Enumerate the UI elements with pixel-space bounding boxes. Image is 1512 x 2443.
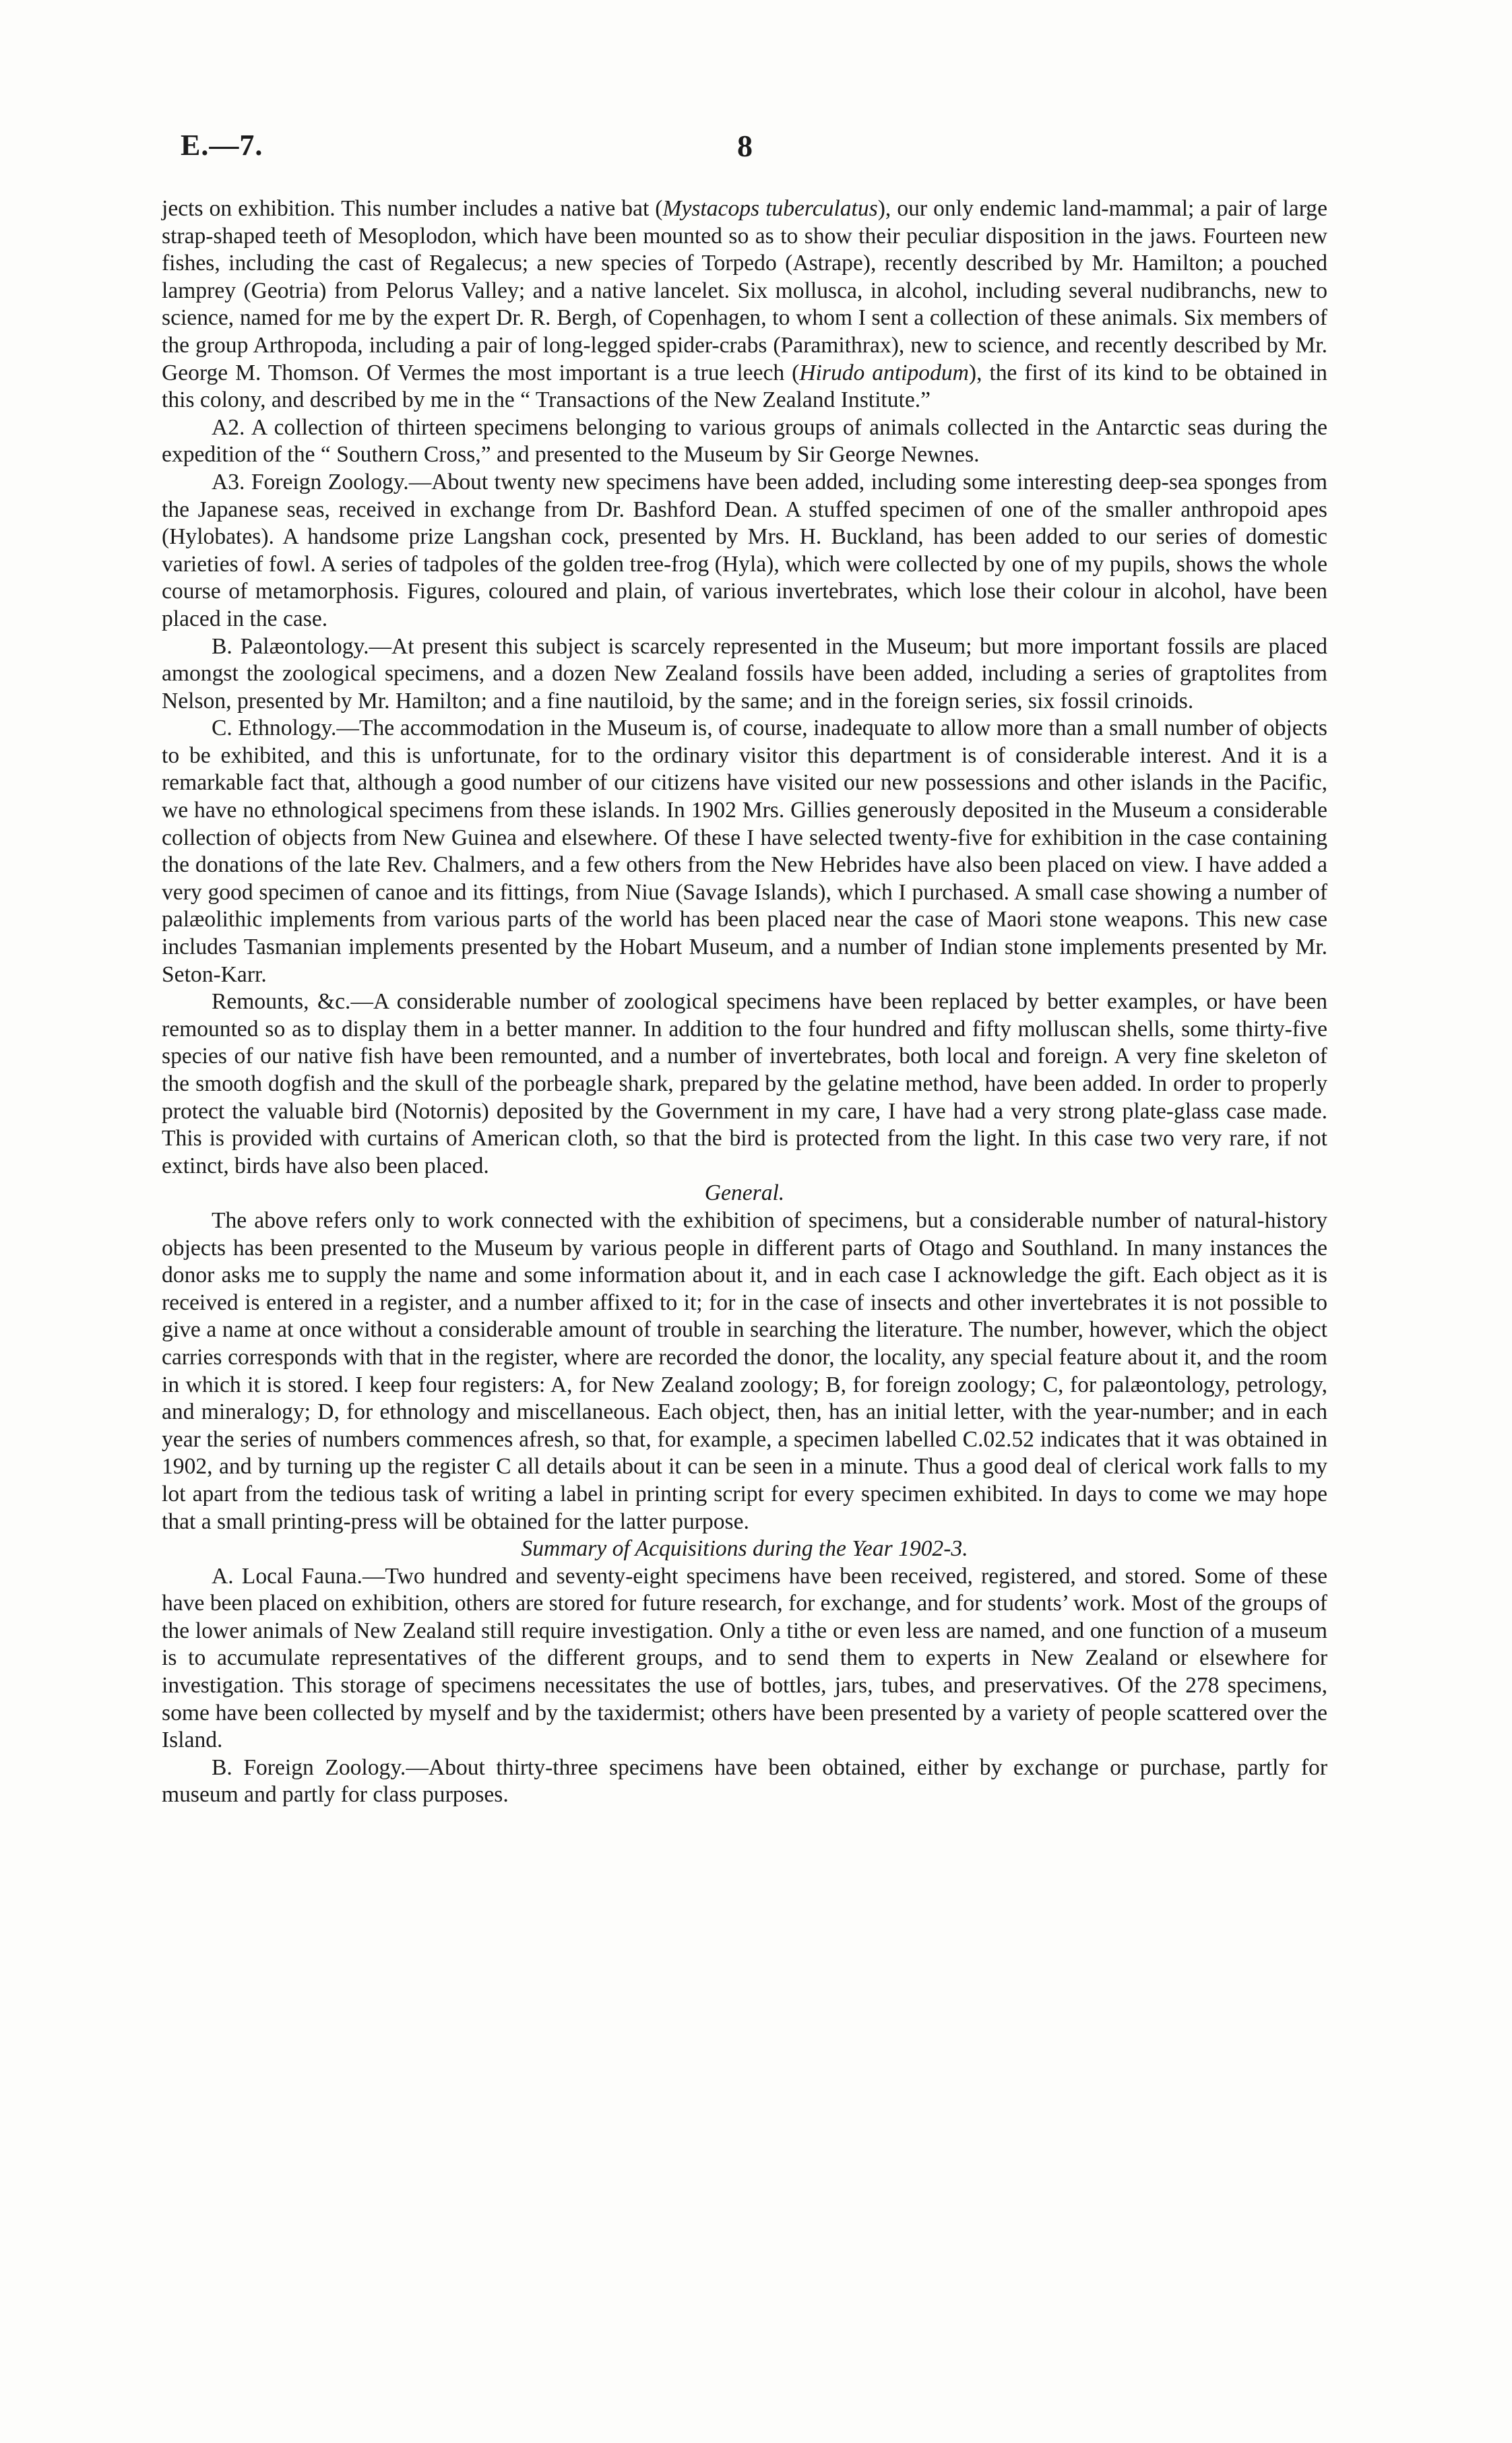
body-text [162, 195, 1327, 1809]
document-reference: E.—7. [181, 129, 263, 162]
paragraph [162, 715, 1327, 988]
text-run: The above refers only to work connected with the exhibition of specimens, but a considerable number of natural-history objects has been presented to the Museum by various people in different parts of Otago and Southland. In many instances the donor asks me to supply the name and some information about it, and in each case I acknowledge the gift. Each object as it is received is entered in a register, and a number affixed to it; for in the case of insects and other invertebrates it is not possible to give a name at once without a considerable amount of trouble in searching the literature. The number, however, which the object carries corresponds with that in the register, where are recorded the donor, the locality, any special feature about it, and the room in which it is stored. I keep four registers: A, for New Zealand zoology; B, for foreign zoology; C, for palæontology, petrology, and mineralogy; D, for ethnology and miscellaneous. Each object, then, has an initial letter, with the year-number; and in each year the series of numbers commences afresh, so that, for example, a specimen labelled C.02.52 indicates that it was obtained in 1902, and by turning up the register C all details about it can be seen in a minute. Thus a good deal of clerical work falls to my lot apart from the tedious task of writing a label in printing script for every specimen exhibited. In days to come we may hope that a small printing-press will be obtained for the latter purpose. [162, 1207, 1327, 1534]
paragraph [162, 1754, 1327, 1809]
italic-text: Mystacops tuberculatus [662, 196, 878, 221]
text-run: Summary of Acquisitions during the Year 1902-3. [521, 1536, 968, 1562]
section-heading [162, 1180, 1327, 1207]
paragraph [162, 469, 1327, 633]
italic-text: Hirudo antipodum [799, 360, 969, 385]
text-run: General. [704, 1180, 785, 1206]
page-number: 8 [737, 129, 753, 163]
paragraph [162, 1563, 1327, 1754]
section-heading [162, 1535, 1327, 1563]
text-run: B. Palæontology.—At present this subject is scarcely represented in the Museum; but more important fossils are placed amongst the zoological specimens, and a dozen New Zealand fossils have been added, including a series of graptolites from Nelson, presented by Mr. Hamilton; and a fine nautiloid, by the same; and in the foreign series, six fossil crinoids. [162, 633, 1327, 713]
page-header [0, 128, 1512, 189]
text-run: Remounts, &c.—A considerable number of zoological specimens have been replaced by better examples, or have been remounted so as to display them in a better manner. In addition to the four hundred and fifty molluscan shells, some thirty-five species of our native fish have been remounted, and a number of invertebrates, both local and foreign. A very fine skeleton of the smooth dogfish and the skull of the porbeagle shark, prepared by the gelatine method, have been added. In order to properly protect the valuable bird (Notornis) deposited by the Government in my care, I have had a very strong plate-glass case made. This is provided with curtains of American cloth, so that the bird is protected from the light. In this case two very rare, if not extinct, birds have also been placed. [162, 989, 1327, 1178]
text-run: jects on exhibition. This number includes a native bat ( [162, 196, 663, 221]
paragraph [162, 988, 1327, 1180]
text-run: ), our only endemic land-mammal; a pair of large strap-shaped teeth of Mesoplodon, which have been mounted so as to show their peculiar disposition in the jaws. Fourteen new fishes, including the cast of Regalecus; a new species of Torpedo (Astrape), recently described by Mr. Hamilton; a pouched lamprey (Geotria) from Pelorus Valley; and a native lancelet. Six mollusca, in alcohol, including several nudibranchs, new to science, named for me by the expert Dr. R. Bergh, of Copenhagen, to whom I sent a collection of these animals. Six members of the group Arthropoda, including a pair of long-legged spider-crabs (Paramithrax), new to science, and recently described by Mr. George M. Thomson. Of Vermes the most important is a true leech ( [162, 196, 1327, 385]
text-run: C. Ethnology.—The accommodation in the Museum is, of course, inadequate to allow more than a small number of objects to be exhibited, and this is unfortunate, for to the ordinary visitor this department is of considerable interest. And it is a remarkable fact that, although a good number of our citizens have visited our new possessions and other islands in the Pacific, we have no ethnological specimens from these islands. In 1902 Mrs. Gillies generously deposited in the Museum a considerable collection of objects from New Guinea and elsewhere. Of these I have selected twenty-five for exhibition in the case containing the donations of the late Rev. Chalmers, and a few others from the New Hebrides have also been placed on view. I have added a very good specimen of canoe and its fittings, from Niue (Savage Islands), which I purchased. A small case showing a number of palæolithic implements from various parts of the world has been placed near the case of Maori stone weapons. This new case includes Tasmanian implements presented by the Hobart Museum, and a number of Indian stone implements presented by Mr. Seton-Karr. [162, 716, 1327, 987]
text-run: A3. Foreign Zoology.—About twenty new specimens have been added, including some interesting deep-sea sponges from the Japanese seas, received in exchange from Dr. Bashford Dean. A stuffed specimen of one of the smaller anthropoid apes (Hylobates). A handsome prize Langshan cock, presented by Mrs. H. Buckland, has been added to our series of domestic varieties of fowl. A series of tadpoles of the golden tree-frog (Hyla), which were collected by one of my pupils, shows the whole course of metamorphosis. Figures, coloured and plain, of various invertebrates, which lose their colour in alcohol, have been placed in the case. [162, 469, 1327, 631]
paragraph [162, 414, 1327, 469]
paragraph [162, 1207, 1327, 1535]
text-run: A2. A collection of thirteen specimens belonging to various groups of animals collected in the Antarctic seas during the expedition of the “ Southern Cross,” and presented to the Museum by Sir George Newnes. [162, 414, 1327, 468]
text-run: A. Local Fauna.—Two hundred and seventy-eight specimens have been received, registered, and stored. Some of these have been placed on exhibition, others are stored for future research, for exchange, and for students’ work. Most of the groups of the lower animals of New Zealand still require investigation. Only a tithe or even less are named, and one function of a museum is to accumulate representatives of the different groups, and to send them to experts in New Zealand or elsewhere for investigation. This storage of specimens necessitates the use of bottles, jars, tubes, and preservatives. Of the 278 specimens, some have been collected by myself and by the taxidermist; others have been presented by a variety of people scattered over the Island. [162, 1563, 1327, 1753]
text-run: B. Foreign Zoology.—About thirty-three specimens have been obtained, either by exchange or purchase, partly for museum and partly for class purposes. [162, 1754, 1327, 1808]
paragraph [162, 195, 1327, 414]
paragraph [162, 633, 1327, 716]
text-run: ), the first of its kind to be obtained in this colony, and described by me in the “ Transactions of the New Zealand Institute.” [162, 360, 1327, 413]
